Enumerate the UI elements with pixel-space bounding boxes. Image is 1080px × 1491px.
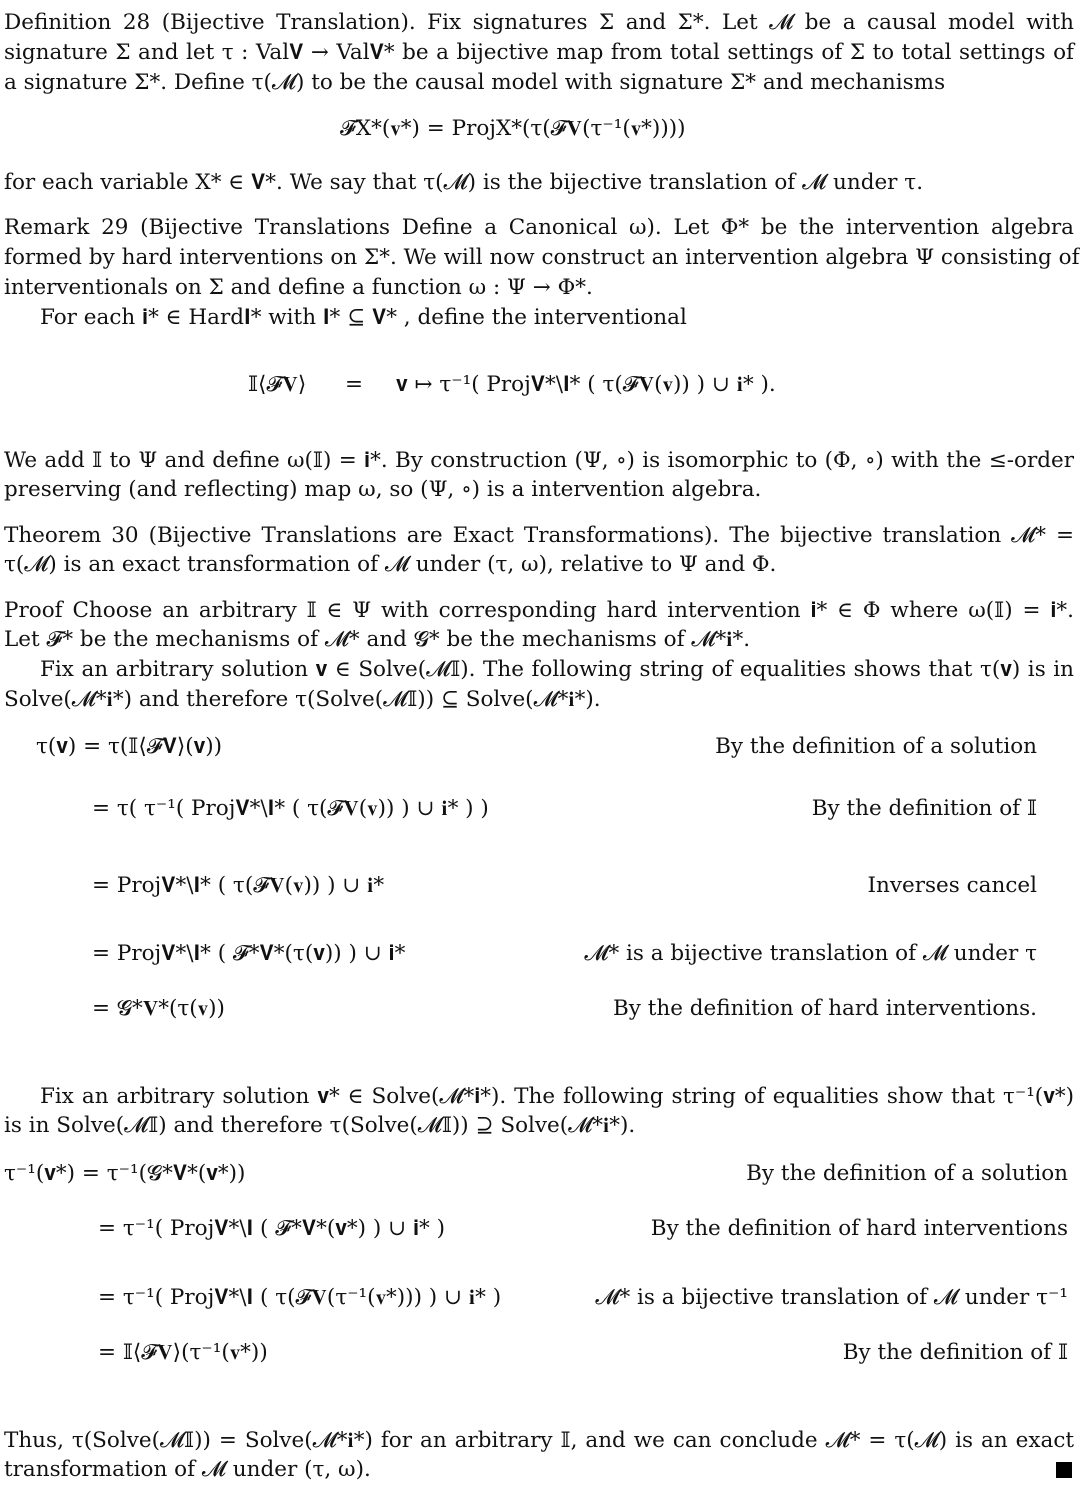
chain1-expr-1: = τ( τ⁻¹( Proj𝐕*\𝐈* ( τ(𝓕𝐕(𝐯)) ) ∪ 𝐢* ) ) <box>92 796 489 821</box>
remark-29-line-4: For each 𝐢* ∈ Hard𝐈* with 𝐈* ⊆ 𝐕* , define the interventional <box>40 305 687 330</box>
chain1-reason-4: By the definition of hard interventions. <box>612 996 1037 1021</box>
chain2-expr-0: τ⁻¹(𝐯*) = τ⁻¹(𝓖*𝐕*(𝐯*)) <box>4 1161 246 1186</box>
chain2-reason-1: By the definition of hard interventions <box>650 1216 1068 1241</box>
conclusion-line-2: transformation of 𝓜 under (τ, ω). <box>4 1457 371 1482</box>
chain1-expr-0: τ(𝐯) = τ(𝕀⟨𝓕𝐕⟩(𝐯)) <box>36 734 223 759</box>
remark-29-eq-lhs: 𝕀⟨𝓕𝐕⟩ <box>248 372 307 397</box>
proof-line-4: Solve(𝓜*𝐢*) and therefore τ(Solve(𝓜𝕀)) ⊆ Solve(𝓜*𝐢*). <box>4 687 601 712</box>
chain1-reason-2: Inverses cancel <box>867 873 1037 898</box>
proof-line-5: Fix an arbitrary solution 𝐯* ∈ Solve(𝓜*𝐢*). The following string of equalities show that τ⁻¹(𝐯*) <box>40 1084 1074 1109</box>
remark-29-eq-rhs: 𝐯 ↦ τ⁻¹( Proj𝐕*\𝐈* ( τ(𝓕𝐕(𝐯)) ) ∪ 𝐢* ). <box>396 372 776 397</box>
qed-square-icon <box>1056 1462 1072 1478</box>
chain2-reason-0: By the definition of a solution <box>746 1161 1068 1186</box>
remark-29-line-2: formed by hard interventions on Σ*. We will now construct an intervention algebra Ψ consisting of <box>4 245 1080 270</box>
proof-line-1: Proof Choose an arbitrary 𝕀 ∈ Ψ with corresponding hard intervention 𝐢* ∈ Φ where ω(𝕀) = 𝐢*. <box>4 598 1074 623</box>
proof-line-2: Let 𝓕* be the mechanisms of 𝓜* and 𝓖* be the mechanisms of 𝓜*𝐢*. <box>4 627 751 652</box>
chain1-reason-0: By the definition of a solution <box>715 734 1037 759</box>
chain2-reason-3: By the definition of 𝕀 <box>842 1340 1068 1365</box>
chain2-expr-2: = τ⁻¹( Proj𝐕*\𝐈 ( τ(𝓕𝐕(τ⁻¹(𝐯*))) ) ∪ 𝐢* ) <box>98 1285 502 1310</box>
definition-28-line-1: Definition 28 (Bijective Translation). Fix signatures Σ and Σ*. Let 𝓜 be a causal model with <box>4 10 1074 35</box>
remark-29-line-3: interventionals on Σ and define a function ω : Ψ → Φ*. <box>4 275 593 300</box>
remark-29-line-6: preserving (and reflecting) map ω, so (Ψ, ∘) is a intervention algebra. <box>4 477 762 502</box>
definition-28-line-2: signature Σ and let τ : Val𝐕 → Val𝐕* be a bijective map from total settings of Σ to total settings of <box>4 40 1074 65</box>
remark-29-line-5: We add 𝕀 to Ψ and define ω(𝕀) = 𝐢*. By construction (Ψ, ∘) is isomorphic to (Φ, ∘) with the ≤-order <box>4 448 1074 473</box>
theorem-30-line-2: τ(𝓜) is an exact transformation of 𝓜 under (τ, ω), relative to Ψ and Φ. <box>4 552 777 577</box>
proof-line-3: Fix an arbitrary solution 𝐯 ∈ Solve(𝓜𝕀). The following string of equalities shows that τ(𝐯) is in <box>40 657 1074 682</box>
chain2-expr-3: = 𝕀⟨𝓕𝐕⟩(τ⁻¹(𝐯*)) <box>98 1340 268 1365</box>
definition-28-line-4: for each variable X* ∈ 𝐕*. We say that τ(𝓜) is the bijective translation of 𝓜 under τ. <box>4 170 924 195</box>
chain1-reason-3: 𝓜* is a bijective translation of 𝓜 under τ <box>584 941 1037 966</box>
conclusion-line-1: Thus, τ(Solve(𝓜𝕀)) = Solve(𝓜*𝐢*) for an arbitrary 𝕀, and we can conclude 𝓜* = τ(𝓜) is an exact <box>4 1428 1074 1453</box>
definition-28-line-3: a signature Σ*. Define τ(𝓜) to be the causal model with signature Σ* and mechanisms <box>4 70 946 95</box>
chain2-expr-1: = τ⁻¹( Proj𝐕*\𝐈 ( 𝓕*𝐕*(𝐯*) ) ∪ 𝐢* ) <box>98 1216 445 1241</box>
remark-29-eq-sign: = <box>345 372 364 397</box>
chain1-expr-2: = Proj𝐕*\𝐈* ( τ(𝓕𝐕(𝐯)) ) ∪ 𝐢* <box>92 873 385 898</box>
chain1-expr-4: = 𝓖*𝐕*(τ(𝐯)) <box>92 996 225 1021</box>
proof-line-6: is in Solve(𝓜𝕀) and therefore τ(Solve(𝓜𝕀)) ⊇ Solve(𝓜*𝐢*). <box>4 1113 636 1138</box>
chain1-reason-1: By the definition of 𝕀 <box>811 796 1037 821</box>
theorem-30-line-1: Theorem 30 (Bijective Translations are Exact Transformations). The bijective translation 𝓜* = <box>4 523 1074 548</box>
remark-29-line-1: Remark 29 (Bijective Translations Define a Canonical ω). Let Φ* be the intervention algebra <box>4 215 1074 240</box>
chain2-reason-2: 𝓜* is a bijective translation of 𝓜 under τ⁻¹ <box>595 1285 1068 1310</box>
definition-28-equation: 𝓕X*(𝐯*) = ProjX*(τ(𝓕𝐕(τ⁻¹(𝐯*)))) <box>340 116 686 141</box>
chain1-expr-3: = Proj𝐕*\𝐈* ( 𝓕*𝐕*(τ(𝐯)) ) ∪ 𝐢* <box>92 941 406 966</box>
